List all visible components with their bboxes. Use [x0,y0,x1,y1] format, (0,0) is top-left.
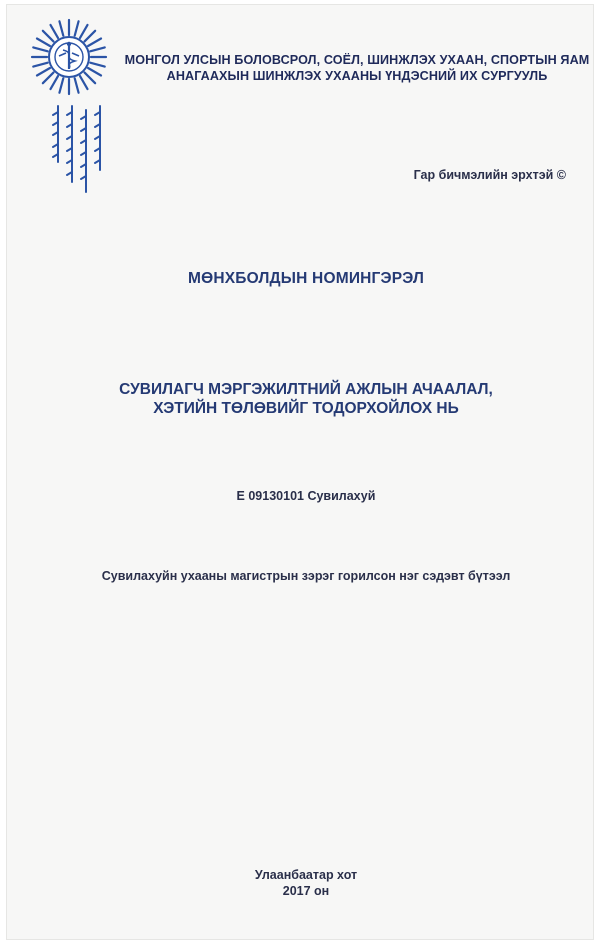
city: Улаанбаатар хот [254,868,358,882]
specialty-code: E 09130101 Сувилахуй [236,489,376,503]
thesis-title [6,380,600,418]
organization-line-1: МОНГОЛ УЛСЫН БОЛОВСРОЛ, СОЁЛ, ШИНЖЛЭХ УХААН, СПОРТЫН ЯАМ [124,53,590,67]
organization-header [122,52,592,84]
document-page [6,4,594,940]
publication-place [6,867,600,899]
degree-statement: Сувилахуйн ухааны магистрын зэрэг горилсон нэг сэдэвт бүтээл [101,569,511,583]
thesis-title-line-2: ХЭТИЙН ТӨЛӨВИЙГ ТОДОРХОЙЛОХ НЬ [153,400,459,417]
author-name: МӨНХБОЛДЫН НОМИНГЭРЭЛ [187,270,425,287]
organization-line-2: АНАГААХЫН ШИНЖЛЭХ УХААНЫ ҮНДЭСНИЙ ИХ СУРГУУЛЬ [166,69,548,83]
year: 2017 он [282,884,330,898]
university-emblem-icon [30,18,108,96]
copyright-notice: Гар бичмэлийн эрхтэй © [413,168,566,182]
mongolian-script-name-icon [50,100,110,200]
thesis-title-line-1: СУВИЛАГЧ МЭРГЭЖИЛТНИЙ АЖЛЫН АЧААЛАЛ, [119,381,493,398]
